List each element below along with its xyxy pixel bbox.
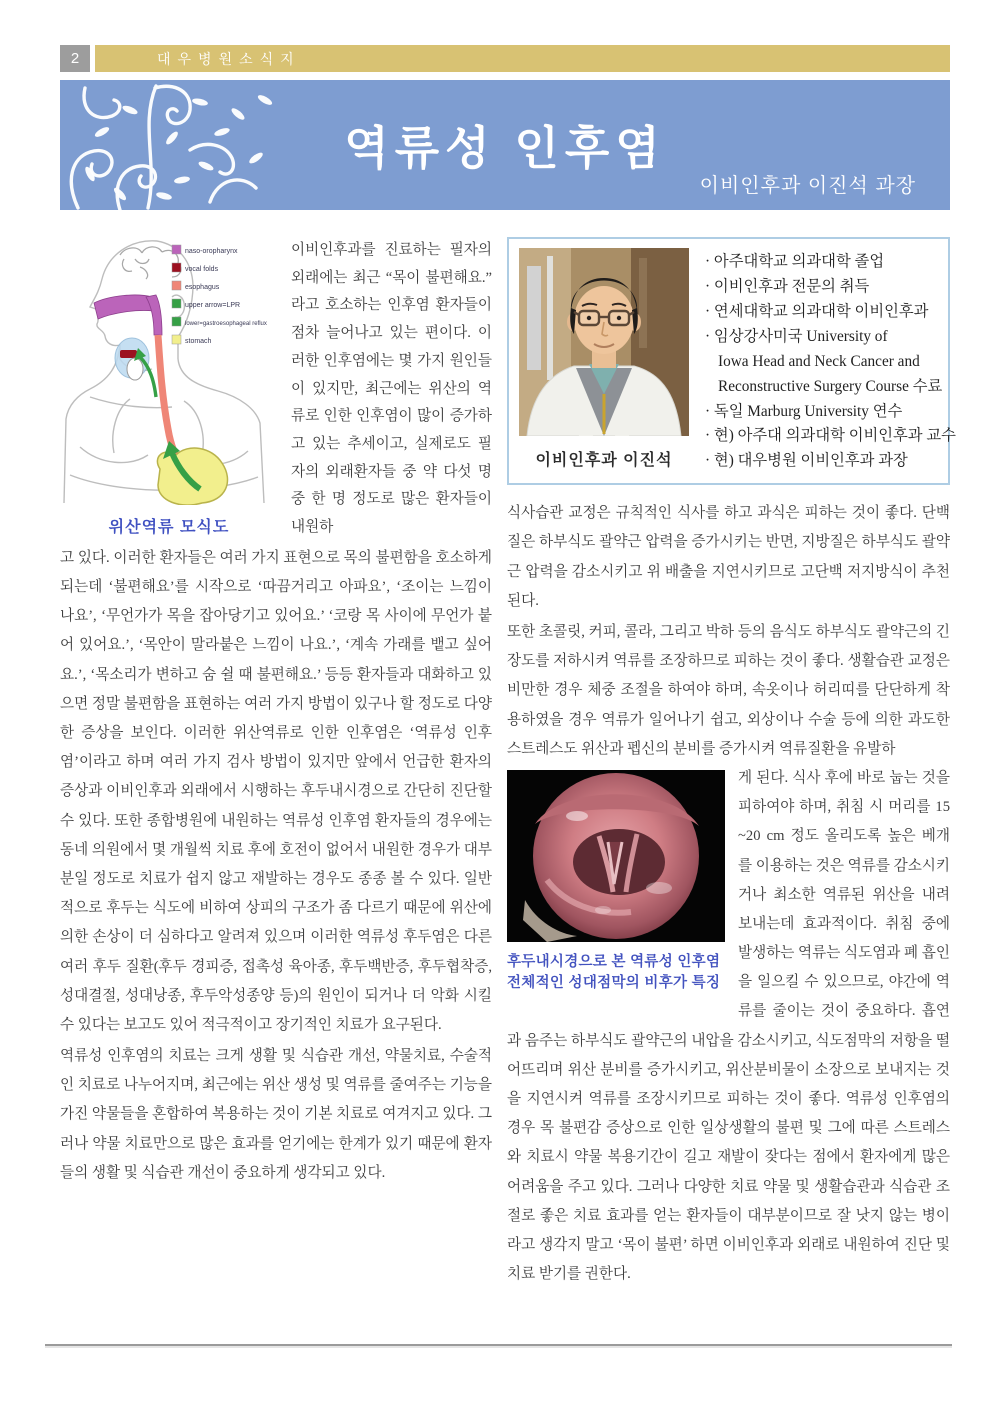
acid-reflux-diagram-image [60,237,278,505]
doctor-photo [519,248,689,436]
article-banner [60,80,950,210]
doctor-photo-block [519,248,689,474]
doctor-credentials-list [701,250,956,474]
doctor-profile-box [507,237,956,485]
right-paragraph-2: 또한 초콜릿, 커피, 콜라, 그리고 박하 등의 음식도 하부식도 괄약근의 긴장도를 저하시켜 역류를 조장하므로 피하는 것이 좋다. 생활습관 교정은 비만한 경우 체중 조절을 하여야 하며, 속옷이나 허리띠를 단단하게 착용하였을 경우 역류가 일어나기 쉽고, 외상이나 수술 등에 의한 과도한 스트레스도 위산과 펩신의 분비를 증가시켜 역류질환을 유발하 [507,624,950,757]
article-body [60,237,956,1289]
left-paragraph-2: 역류성 인후염의 치료는 크게 생활 및 식습관 개선, 약물치료, 수술적인 치료로 나누어지며, 최근에는 위산 생성 및 역류를 줄여주는 기능을 가진 약물들을 혼합하여 복용하는 것이 기본 치료로 여겨지고 있다. 그러나 약물 치료만으로 많은 효과를 얻기에는 한계가 있기 때문에 환자들의 생활 및 식습관 개선이 중요하게 생각되고 있다. [60,1048,492,1181]
legend-label: vocal folds [185,266,219,273]
right-paragraph-1: 식사습관 교정은 규칙적인 식사를 하고 과식은 피하는 것이 좋다. 단백질은 하부식도 괄약근 압력을 증가시키는 반면, 지방질은 하부식도 괄약근 압력을 감소시키고 위 배출을 지연시키므로 고단백 저지방식이 추천된다. [507,505,950,609]
left-column [60,237,492,1289]
legend-label: stomach [185,338,212,345]
footer-rule [45,1344,952,1346]
legend-label: upper arrow=LPR [185,302,241,309]
acid-reflux-diagram-figure [60,237,278,537]
vocal-folds-mark [120,350,137,358]
legend-label: esophagus [185,284,220,291]
laryngoscopy-caption-line2: 전체적인 성대점막의 비후가 특징 [507,975,721,991]
laryngoscopy-caption [507,952,725,994]
credential-item: · 현) 대우병원 이비인후과 과장 [705,452,908,470]
newsletter-title-bar [95,45,950,72]
legend-label: lower=gastroesophageal reflux [185,321,267,327]
credential-item: Reconstructive Surgery Course 수료 [718,377,943,395]
credential-item: · 연세대학교 의과대학 이비인후과 [705,302,929,320]
legend-label: naso-oropharynx [185,248,238,255]
credential-item: · 이비인후과 전문의 취득 [705,277,870,295]
article-byline: 이비인후과 이진석 과장 [699,175,916,197]
laryngoscopy-figure [507,770,725,994]
left-paragraph-1: 고 있다. 이러한 환자들은 여러 가지 표현으로 목의 불편함을 호소하게 되는데 ‘불편해요’를 시작으로 ‘따끔거리고 아파요’, ‘조이는 느낌이 나요’, ‘무언가가 목을 잡아당기고 있어요.’ ‘코랑 목 사이에 무언가 붙어 있어요.’, ‘목안이 말라붙은 느낌이 나요.’, ‘계속 가래를 뱉고 싶어요.’, ‘목소리가 변하고 숨 쉴 때 불편해요.’ 등등 환자들과 대화하고 있으면 정말 불편함을 표현하는 여러 가지 방법이 있구나 할 정도로 다양한 증상을 보인다. 이러한 위산역류로 인한 인후염은 ‘역류성 인후염’이라고 하며 여러 가지 검사 방법이 있지만 앞에서 언급한 환자의 증상과 이비인후과 외래에서 시행하는 후두내시경으로 간단히 진단할 수 있다. 또한 종합병원에 내원하는 역류성 인후염 환자들의 경우에는 동네 의원에서 몇 개월씩 치료 후에 호전이 없어서 내원한 경우가 대부분일 정도로 치료가 쉽지 않고 재발하는 경우도 종종 볼 수 있다. 일반적으로 후두는 식도에 비하여 상피의 구조가 좀 다르기 때문에 위산에 의한 손상이 더 심하다고 알려져 있으며 이러한 역류성 후두염은 다른 여러 후두 질환(후두 경피증, 접촉성 육아종, 후두백반증, 후두협착증, 성대결절, 성대낭종, 후두악성종양 등)의 원인이 되거나 더 악화 시킬 수 있다는 보고도 있어 적극적이고 장기적인 치료가 요구된다. [60,549,492,1033]
diagram-caption: 위산역류 모식도 [108,519,230,536]
credential-item: · 아주대학교 의과대학 졸업 [705,253,885,270]
credential-item: · 현) 아주대 의과대학 이비인후과 교수 [705,427,956,445]
article-title: 역류성 인후염 [344,122,666,174]
page-header-bar [60,45,950,72]
credential-item: · 독일 Marburg University 연수 [705,402,903,420]
laryngoscopy-image [507,770,725,942]
right-paragraph-3: 게 된다. 식사 후에 바로 눕는 것을 피하여야 하며, 취침 시 머리를 15~20 cm 정도 올리도록 높은 베개를 이용하는 것은 역류를 감소시키거나 최소한 역류된 위산을 내려 보내는데 효과적이다. 취침 중에 발생하는 역류는 식도염과 폐 흡인을 일으킬 수 있으므로, 야간에 역류를 줄이는 것이 중요하다. 흡연과 음주는 하부식도 괄약근의 내압을 감소시키고, 식도점막의 저항을 떨어뜨리며 위산 분비를 증가시키고, 위산분비물이 소장으로 보내지는 것을 지연시켜 역류를 조장시키므로 피하는 것이 좋다. 역류성 인후염의 경우 목 불편감 증상으로 인한 일상생활의 불편 및 그에 따른 스트레스와 치료시 약물 복용기간이 길고 재발이 잦다는 점에서 환자에게 많은 어려움을 주고 있다. 그러나 다양한 치료 약물 및 생활습관과 식습관 조절로 좋은 치료 효과를 얻는 환자들이 대부분이므로 잘 낫지 않는 병이라고 생각지 말고 ‘목이 불편’ 하면 이비인후과 외래로 내원하여 진단 및 치료 받기를 권한다. [507,769,950,1283]
credential-item: · 임상강사미국 University of [705,327,888,345]
naso-oropharynx-region [94,295,154,319]
newsletter-title: 대우병원소식지 [157,50,301,67]
laryngoscopy-caption-line1: 후두내시경으로 본 역류성 인후염 [507,953,721,970]
credential-item: Iowa Head and Neck Cancer and [718,352,920,370]
doctor-photo-caption: 이비인후과 이진석 [535,452,673,469]
intro-paragraph: 이비인후과를 진료하는 필자의 외래에는 최근 “목이 불편해요.” 라고 호소하는 인후염 환자들이 점차 늘어나고 있는 편이다. 이러한 인후염에는 몇 가지 원인들이 있지만, 최근에는 위산의 역류로 인한 인후염이 많이 증가하고 있는 추세이고, 실제로도 필자의 외래환자들 중 약 다섯 명 중 한 명 정도로 많은 환자들이 내원하 [291,242,492,536]
right-column [507,237,956,1289]
page-number: 2 [60,45,90,72]
